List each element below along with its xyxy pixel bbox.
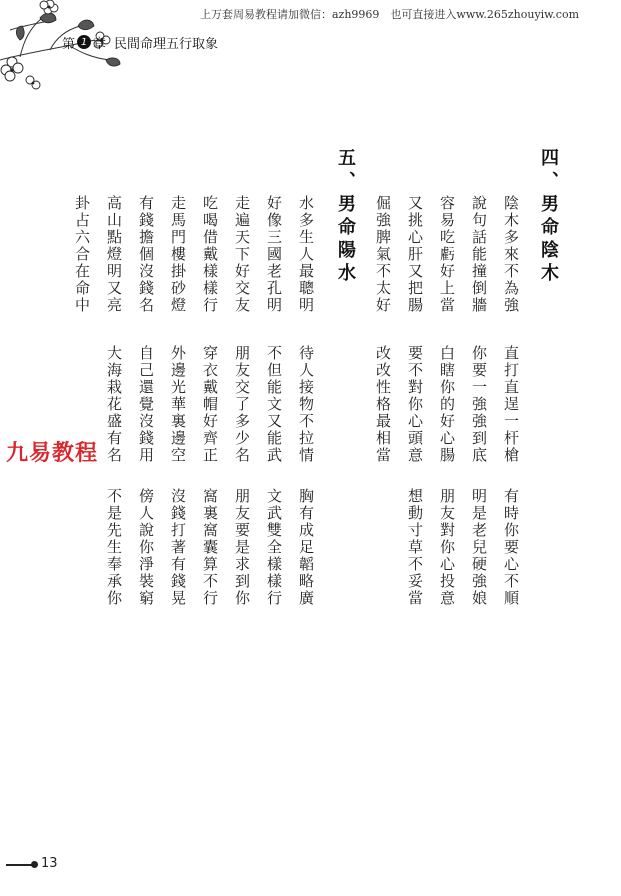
- verse-line: 改改性格最相當: [374, 345, 392, 464]
- chapter-suffix: 章: [93, 36, 107, 52]
- section-title-4: 四、男命陰木: [538, 148, 559, 286]
- verse-line: 胸有成足韜略廣: [297, 488, 315, 607]
- page-number: 13: [41, 856, 58, 871]
- chapter-heading: [62, 33, 218, 51]
- verse-line: 高山點燈明又亮: [105, 195, 123, 314]
- verse-line: 說句話能撞倒牆: [470, 195, 488, 314]
- verse-line: 明是老兒硬強娘: [470, 488, 488, 607]
- verse-line: 要不對你心頭意: [406, 345, 424, 464]
- verse-line: 穿衣戴帽好齊正: [201, 345, 219, 464]
- verse-line: 卦占六合在命中: [73, 195, 91, 314]
- verse-line: 朋友對你心投意: [438, 488, 456, 607]
- verse-line: 朋友要是求到你: [233, 488, 251, 607]
- footer-rule: [6, 864, 32, 866]
- watermark-text: 九易教程: [6, 441, 99, 466]
- verse-line: 陰木多來不為強: [502, 195, 520, 314]
- verse-line: 大海栽花盛有名: [105, 345, 123, 464]
- verse-line: 走遍天下好交友: [233, 195, 251, 314]
- verse-line: 待人接物不拉情: [297, 345, 315, 464]
- verse-line: 窩裏窩囊算不行: [201, 488, 219, 607]
- verse-line: 朋友交了多少名: [233, 345, 251, 464]
- verse-line: 自己還覺沒錢用: [137, 345, 155, 464]
- header-banner: 上万套周易教程请加微信：azh9969 也可直接进入www.265zhouyiw.com: [200, 8, 580, 21]
- verse-line: 有時你要心不順: [502, 488, 520, 607]
- chapter-prefix: 第: [62, 36, 76, 52]
- verse-line: 走馬門樓掛砂燈: [169, 195, 187, 314]
- verse-line: 你要一強強到底: [470, 345, 488, 464]
- section-title-5: 五、男命陽水: [335, 148, 356, 286]
- verse-line: 直打直逞一杆槍: [502, 345, 520, 464]
- verse-line: 水多生人最聰明: [297, 195, 315, 314]
- verse-line: 容易吃虧好上當: [438, 195, 456, 314]
- verse-line: 有錢擔個沒錢名: [137, 195, 155, 314]
- verse-line: 吃喝借戴樣樣行: [201, 195, 219, 314]
- verse-line: 好像三國老孔明: [265, 195, 283, 314]
- chapter-number-badge: 1: [77, 35, 91, 49]
- verse-line: 想動寸草不妥當: [406, 488, 424, 607]
- verse-line: 白瞎你的好心腸: [438, 345, 456, 464]
- footer-dot: [31, 861, 38, 868]
- verse-line: 不但能文又能武: [265, 345, 283, 464]
- verse-line: 又挑心肝又把腸: [406, 195, 424, 314]
- chapter-title: 民間命理五行取象: [114, 36, 219, 52]
- verse-line: 倔強脾氣不太好: [374, 195, 392, 314]
- verse-line: 文武雙全樣樣行: [265, 488, 283, 607]
- verse-line: 外邊光華裏邊空: [169, 345, 187, 464]
- verse-line: 傍人說你淨裝窮: [137, 488, 155, 607]
- verse-line: 沒錢打著有錢晃: [169, 488, 187, 607]
- verse-line: 不是先生奉承你: [105, 488, 123, 607]
